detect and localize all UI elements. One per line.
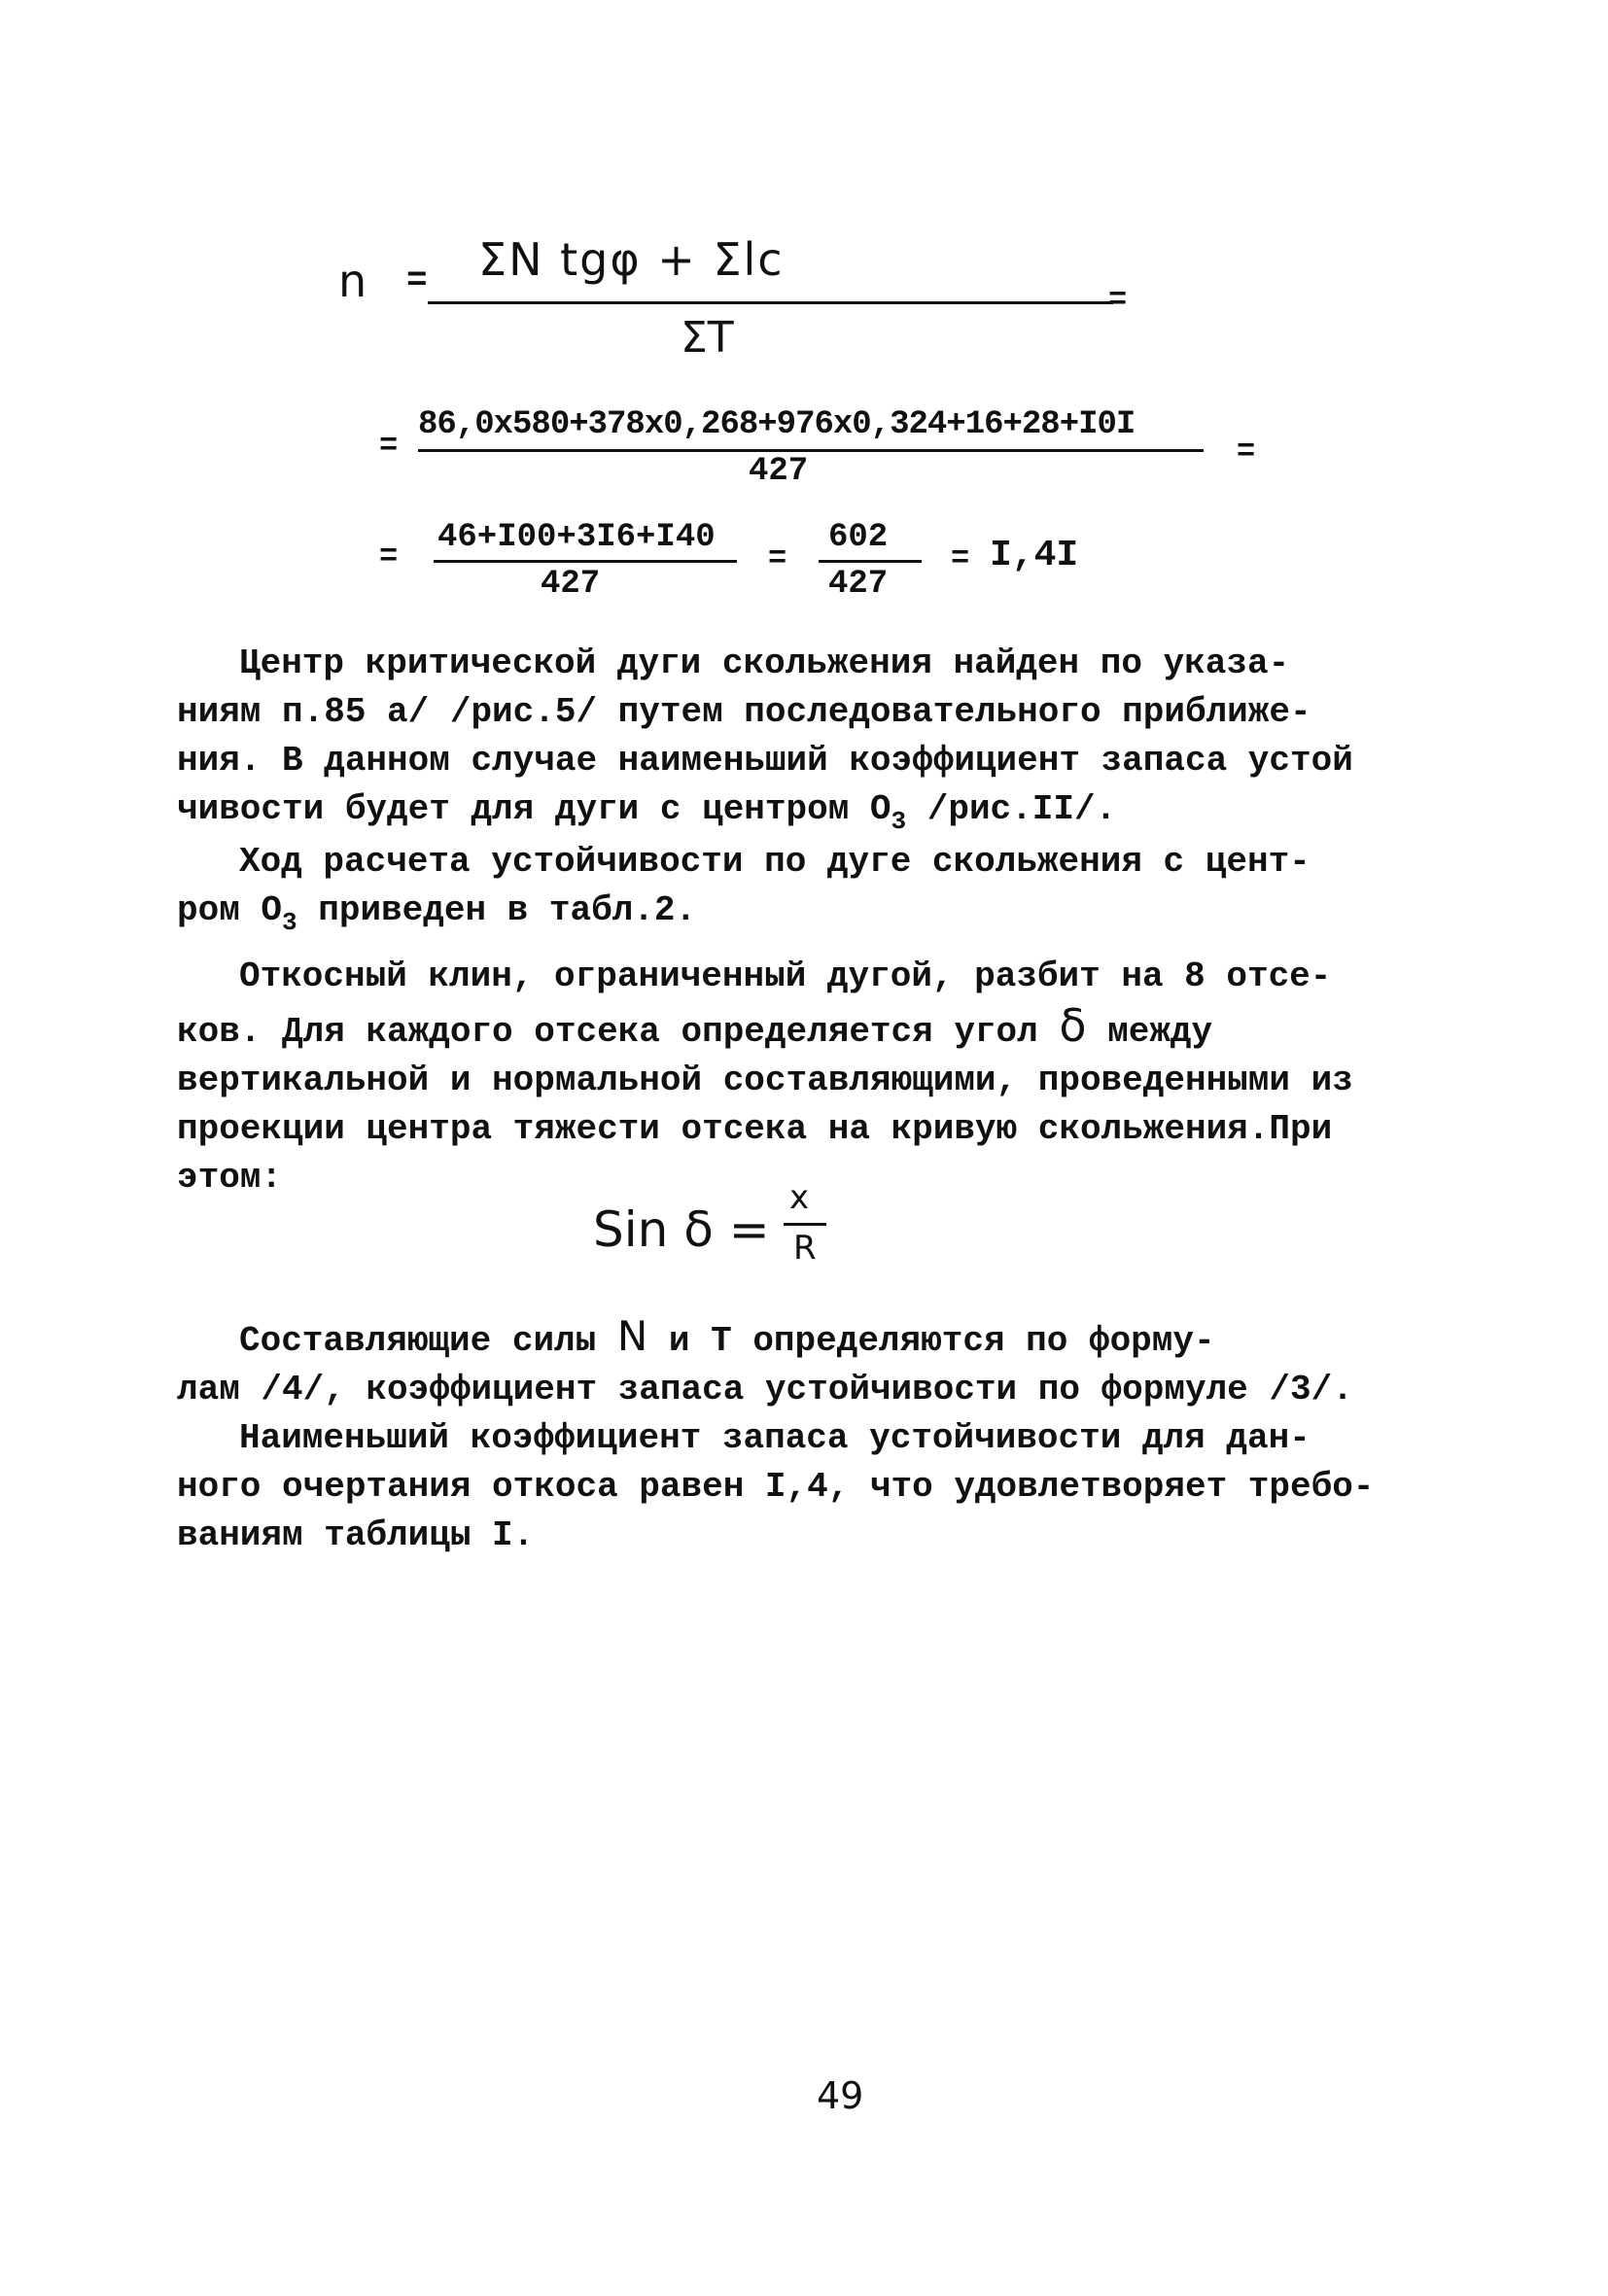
sin-formula-lhs: Sin δ = [593, 1201, 770, 1258]
paragraph-1-line-2: ниям п.85 а/ /рис.5/ путем последовательного приближе- [177, 692, 1311, 732]
formula1-lhs: n [338, 255, 367, 307]
paragraph-2-line-2-tail: приведен в табл.2. [297, 890, 697, 930]
n-symbol: N [616, 1312, 648, 1360]
sin-formula-fraction-bar [784, 1223, 826, 1226]
formula3-numerator-1: 46+I00+3I6+I40 [437, 519, 716, 556]
formula2-numerator: 86,0x580+378x0,268+976x0,324+16+28+I0I [418, 406, 1136, 443]
paragraph-4-line-1-tail: и Т определяются по форму- [647, 1321, 1215, 1361]
formula1-numerator: ΣN tgφ + Σlc [478, 233, 785, 286]
paragraph-2-line-2 [177, 887, 1311, 937]
center-o-subscript: 3 [891, 807, 907, 836]
formula1-fraction-bar [428, 301, 1113, 304]
formula2-equals: = [379, 428, 399, 464]
paragraph-4-line-1-head: Составляющие силы [239, 1321, 617, 1361]
paragraph-1-line-4-text: чивости будет для дуги с центром [177, 789, 870, 829]
formula3-equals-3: = [951, 540, 970, 576]
paragraph-4 [177, 1312, 1375, 1560]
paragraph-3-line-4: проекции центра тяжести отсека на кривую скольжения.При [177, 1109, 1333, 1149]
paragraph-1 [177, 640, 1353, 836]
center-o-letter: O [869, 789, 891, 829]
paragraph-4-line-1 [239, 1312, 1374, 1366]
paragraph-4-line-2: лам /4/, коэффициент запаса устойчивости по формуле /3/. [177, 1370, 1353, 1409]
paragraph-1-line-1: Центр критической дуги скольжения найден по указа- [239, 644, 1290, 683]
paragraph-3-line-2-head: ков. Для каждого отсека определяется угол [177, 1012, 1060, 1052]
formula1-denominator: ΣT [681, 313, 734, 363]
center-o-subscript-2: 3 [282, 908, 297, 937]
formula1-trailing-equals: = [1108, 282, 1128, 318]
paragraph-4-line-5: ваниям таблицы I. [177, 1515, 535, 1555]
sin-formula-numerator: x [789, 1178, 810, 1217]
paragraph-3 [177, 953, 1353, 1202]
paragraph-3-line-5: этом: [177, 1158, 283, 1198]
formula1-equals: = [406, 261, 428, 300]
paragraph-3-line-2-tail: между [1086, 1012, 1213, 1052]
paragraph-3-line-2 [177, 1001, 1353, 1057]
formula3-numerator-2: 602 [828, 519, 889, 556]
formula3-fraction-bar-2 [819, 560, 922, 563]
formula3-denominator-2: 427 [828, 566, 889, 603]
formula2-fraction-bar [418, 449, 1204, 452]
paragraph-4-line-3: Наименьший коэффициент запаса устойчивости для дан- [239, 1418, 1311, 1458]
formula2-trailing-equals: = [1237, 434, 1256, 470]
paragraph-2 [177, 838, 1311, 937]
paragraph-3-line-1: Откосный клин, ограниченный дугой, разбит на 8 отсе- [239, 957, 1332, 996]
paragraph-1-line-4 [177, 785, 1353, 836]
formula3-denominator-1: 427 [541, 566, 601, 603]
sin-formula-denominator: R [793, 1229, 817, 1268]
paragraph-2-line-1: Ход расчета устойчивости по дуге скольжения с цент- [239, 842, 1311, 882]
paragraph-1-line-4-tail: /рис.II/. [906, 789, 1117, 829]
paragraph-4-line-4: ного очертания откоса равен I,4, что удовлетворяет требо- [177, 1467, 1375, 1507]
paragraph-1-line-3: ния. В данном случае наименьший коэффициент запаса устой [177, 741, 1353, 781]
delta-symbol: δ [1059, 999, 1087, 1052]
formula2-denominator: 427 [749, 453, 809, 490]
formula3-equals-2: = [768, 540, 787, 576]
paragraph-3-line-3: вертикальной и нормальной составляющими, проведенными из [177, 1061, 1353, 1100]
center-o-letter-2: O [261, 890, 283, 930]
formula3-result: I,4I [990, 535, 1079, 576]
paragraph-2-line-2-head: ром [177, 890, 262, 930]
formula3-fraction-bar-1 [434, 560, 737, 563]
formula3-equals-1: = [379, 539, 399, 574]
page-number: 49 [817, 2074, 864, 2117]
